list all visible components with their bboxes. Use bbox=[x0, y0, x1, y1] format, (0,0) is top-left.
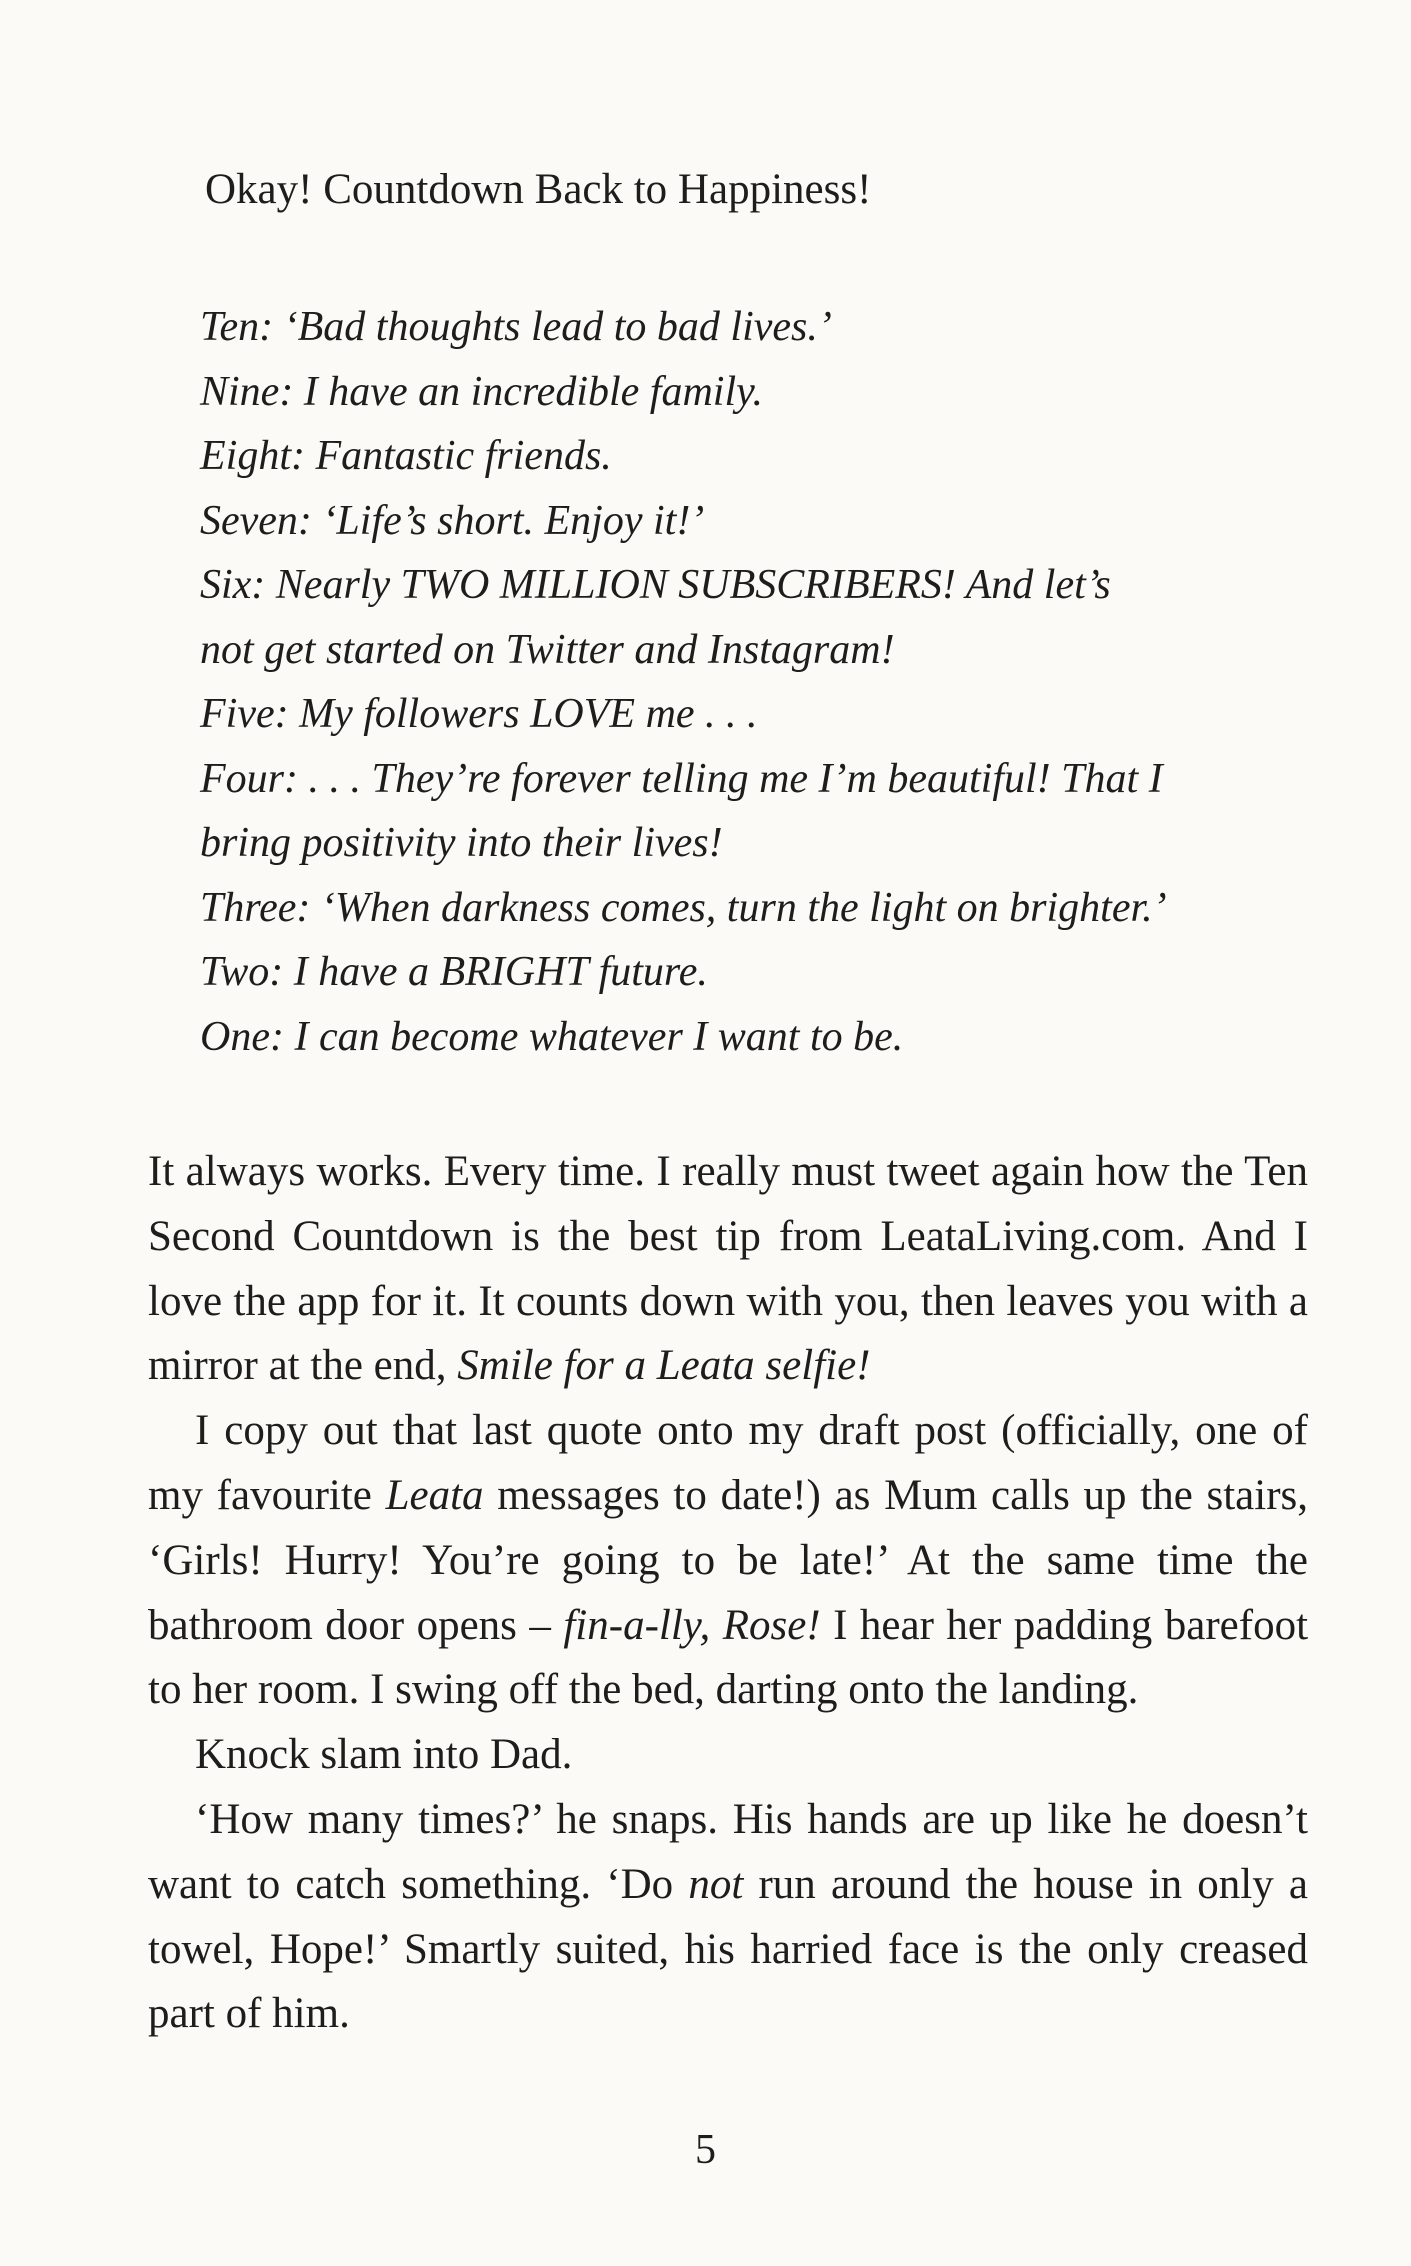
paragraph-2-emphasis-1: Leata bbox=[385, 1471, 484, 1519]
paragraph-2-text-a: I copy out that last quote onto my draft post (officially, one of my favourite bbox=[148, 1407, 1308, 1519]
paragraph-2 bbox=[148, 1399, 1308, 1723]
countdown-list bbox=[200, 295, 1300, 1069]
countdown-line-six: Six: Nearly TWO MILLION SUBSCRIBERS! And let’s bbox=[200, 562, 1111, 608]
countdown-line-six-continued: not get started on Twitter and Instagram! bbox=[200, 626, 895, 673]
countdown-line-four: Four: . . . They’re forever telling me I’m beautiful! That I bbox=[200, 755, 1163, 802]
paragraph-4-emphasis: not bbox=[688, 1860, 744, 1908]
body-text bbox=[148, 1140, 1308, 2047]
countdown-line-five: Five: My followers LOVE me . . . bbox=[200, 691, 758, 737]
countdown-line-seven: Seven: ‘Life’s short. Enjoy it!’ bbox=[200, 497, 705, 544]
paragraph-1 bbox=[148, 1140, 1308, 1399]
countdown-line-two: Two: I have a BRIGHT future. bbox=[200, 949, 708, 995]
paragraph-2-text-c: I hear her padding barefoot to her room. I swing off the bed, darting onto the landing. bbox=[148, 1601, 1309, 1714]
paragraph-2-emphasis-2: fin-a-lly, Rose! bbox=[563, 1601, 821, 1649]
countdown-line-ten: Ten: ‘Bad thoughts lead to bad lives.’ bbox=[200, 304, 832, 350]
countdown-line-nine: Nine: I have an incredible family. bbox=[200, 368, 763, 415]
paragraph-1-emphasis: Smile for a Leata selfie! bbox=[457, 1342, 871, 1390]
countdown-line-eight: Eight: Fantastic friends. bbox=[200, 433, 612, 479]
paragraph-1-text: It always works. Every time. I really must tweet again how the Ten Second Countdown is the best tip from LeataLiving.com. And I love the app for it. It counts down with you, then leaves you with a mirror at the end, bbox=[148, 1148, 1308, 1390]
countdown-line-four-continued: bring positivity into their lives! bbox=[200, 820, 723, 866]
page-number: 5 bbox=[695, 2127, 716, 2173]
paragraph-4-text-b: run around the house in only a towel, Hope!’ Smartly suited, his harried face is the only creased part of him. bbox=[148, 1860, 1309, 2038]
paragraph-4 bbox=[148, 1788, 1308, 2047]
paragraph-2-text-b: messages to date!) as Mum calls up the stairs, ‘Girls! Hurry! You’re going to be late!’ At the same time the bathroom door opens – bbox=[148, 1471, 1309, 1649]
countdown-line-three: Three: ‘When darkness comes, turn the light on brighter.’ bbox=[200, 884, 1167, 931]
countdown-heading: Okay! Countdown Back to Happiness! bbox=[205, 166, 872, 213]
paragraph-3: Knock slam into Dad. bbox=[195, 1731, 573, 1779]
countdown-line-one: One: I can become whatever I want to be. bbox=[200, 1013, 904, 1060]
paragraph-4-text-a: ‘How many times?’ he snaps. His hands are up like he doesn’t want to catch something. ‘Do bbox=[148, 1795, 1308, 1908]
